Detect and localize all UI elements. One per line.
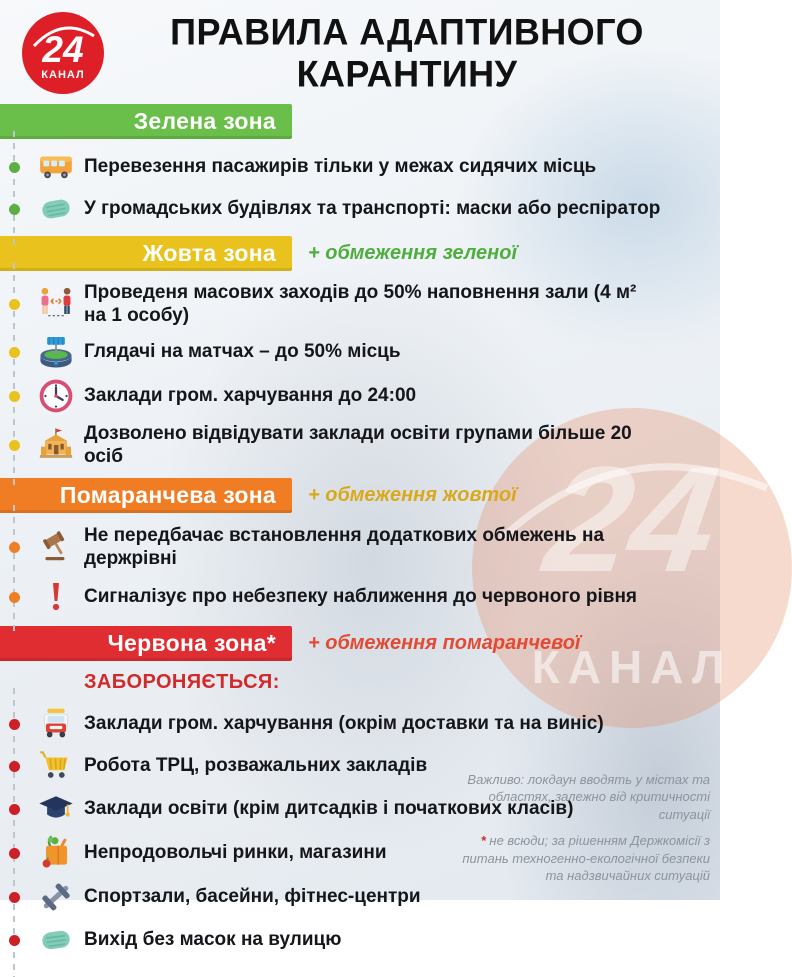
- yellow-zone-banner: Жовта зона: [0, 236, 292, 271]
- footer-notes: [458, 771, 710, 894]
- social-distance-icon: [28, 284, 84, 324]
- green-zone-banner: Зелена зона: [0, 104, 292, 139]
- asterisk-mark: *: [480, 833, 486, 849]
- logo-number: 24: [42, 29, 84, 71]
- bus-icon: [28, 148, 84, 186]
- gavel-icon: [28, 528, 84, 566]
- rule-item: [0, 919, 720, 961]
- yellow-zone-header: [0, 236, 720, 271]
- face-mask-icon: [28, 921, 84, 959]
- exclamation-icon: [28, 579, 84, 615]
- timeline-dot: [9, 848, 20, 859]
- orange-zone-suffix: + обмеження жовтої: [308, 484, 517, 506]
- rule-item: [0, 146, 720, 188]
- rule-item: [0, 188, 720, 230]
- orange-zone-banner: Помаранчева зона: [0, 478, 292, 513]
- timeline-dot: [9, 204, 20, 215]
- clock-icon: [28, 376, 84, 416]
- timeline-dot: [9, 542, 20, 553]
- rule-item: [0, 703, 720, 745]
- green-zone-header: [0, 104, 720, 139]
- timeline-dot: [9, 719, 20, 730]
- logo-swoosh-icon: [22, 12, 104, 94]
- asterisk-note-text: не всюди; за рішенням Держкомісії з питань техногенно-екологічної безпеки та надзвичайних ситуацій: [462, 833, 710, 884]
- orange-zone-items: [0, 513, 720, 626]
- rule-item: [0, 520, 720, 574]
- rule-text: Робота ТРЦ, розважальних закладів: [84, 755, 428, 777]
- school-building-icon: [28, 425, 84, 465]
- watermark-number: 24: [536, 435, 728, 603]
- red-zone-banner: Червона зона*: [0, 626, 292, 661]
- timeline-dot: [9, 804, 20, 815]
- timeline-dot: [9, 391, 20, 402]
- rule-text: Сигналізує про небезпеку наближення до червоного рівня: [84, 586, 638, 608]
- timeline-dot: [9, 162, 20, 173]
- timeline-dot: [9, 935, 20, 946]
- prohibited-label: ЗАБОРОНЯЄТЬСЯ:: [84, 671, 280, 693]
- grocery-bag-icon: [28, 833, 84, 873]
- timeline-dot: [9, 347, 20, 358]
- rule-text: Спортзали, басейни, фітнес-центри: [84, 886, 421, 908]
- page-title: [104, 11, 710, 95]
- rule-text: Вихід без масок на вулицю: [84, 929, 342, 951]
- rule-item: [0, 574, 720, 620]
- face-mask-icon: [28, 190, 84, 228]
- logo-label: КАНАЛ: [41, 68, 85, 81]
- rule-text: Заклади освіти (крім дитсадків і початкових класів): [84, 798, 574, 820]
- rule-item: [0, 278, 720, 330]
- red-zone-header: [0, 626, 720, 661]
- graduation-cap-icon: [28, 789, 84, 829]
- header: [0, 0, 720, 100]
- rule-text: Заклади гром. харчування (окрім доставки та на виніс): [84, 713, 604, 735]
- title-line-1: ПРАВИЛА АДАПТИВНОГО: [170, 10, 644, 53]
- timeline-dot: [9, 440, 20, 451]
- rule-text: Заклади гром. харчування до 24:00: [84, 385, 417, 407]
- important-note: Важливо: локдаун вводять у містах та областях, залежно від критичності ситуації: [467, 771, 710, 822]
- asterisk-note: [458, 832, 710, 885]
- dumbbell-icon: [28, 877, 84, 917]
- rule-item: [0, 418, 720, 472]
- timeline-dot: [9, 892, 20, 903]
- timeline-dot: [9, 761, 20, 772]
- food-truck-icon: [28, 705, 84, 743]
- watermark-label: КАНАЛ: [531, 641, 733, 693]
- yellow-zone-items: [0, 271, 720, 478]
- rule-item: [0, 374, 720, 418]
- rule-item: [0, 330, 720, 374]
- rule-text: Глядачі на матчах – до 50% місць: [84, 341, 401, 363]
- rule-text: Проведеня масових заходів до 50% наповнення зали (4 м² на 1 особу): [84, 281, 637, 326]
- rule-text: Непродовольчі ринки, магазини: [84, 842, 387, 864]
- title-line-2: КАРАНТИНУ: [296, 51, 518, 95]
- shopping-cart-icon: [28, 747, 84, 785]
- green-zone-items: [0, 139, 720, 236]
- orange-zone-header: [0, 478, 720, 513]
- yellow-zone-suffix: + обмеження зеленої: [308, 242, 518, 264]
- red-zone-suffix: + обмеження помаранчевої: [308, 632, 581, 654]
- rule-text: Не передбачає встановлення додаткових обмежень на держрівні: [84, 524, 605, 569]
- channel-24-logo: [22, 12, 104, 94]
- timeline-dot: [9, 592, 20, 603]
- stadium-icon: [28, 332, 84, 372]
- rule-text: У громадських будівлях та транспорті: маски або респіратор: [84, 198, 661, 220]
- timeline-dot: [9, 299, 20, 310]
- rule-text: Перевезення пасажирів тільки у межах сидячих місць: [84, 156, 597, 178]
- rule-text: Дозволено відвідувати заклади освіти групами більше 20 осіб: [84, 422, 632, 467]
